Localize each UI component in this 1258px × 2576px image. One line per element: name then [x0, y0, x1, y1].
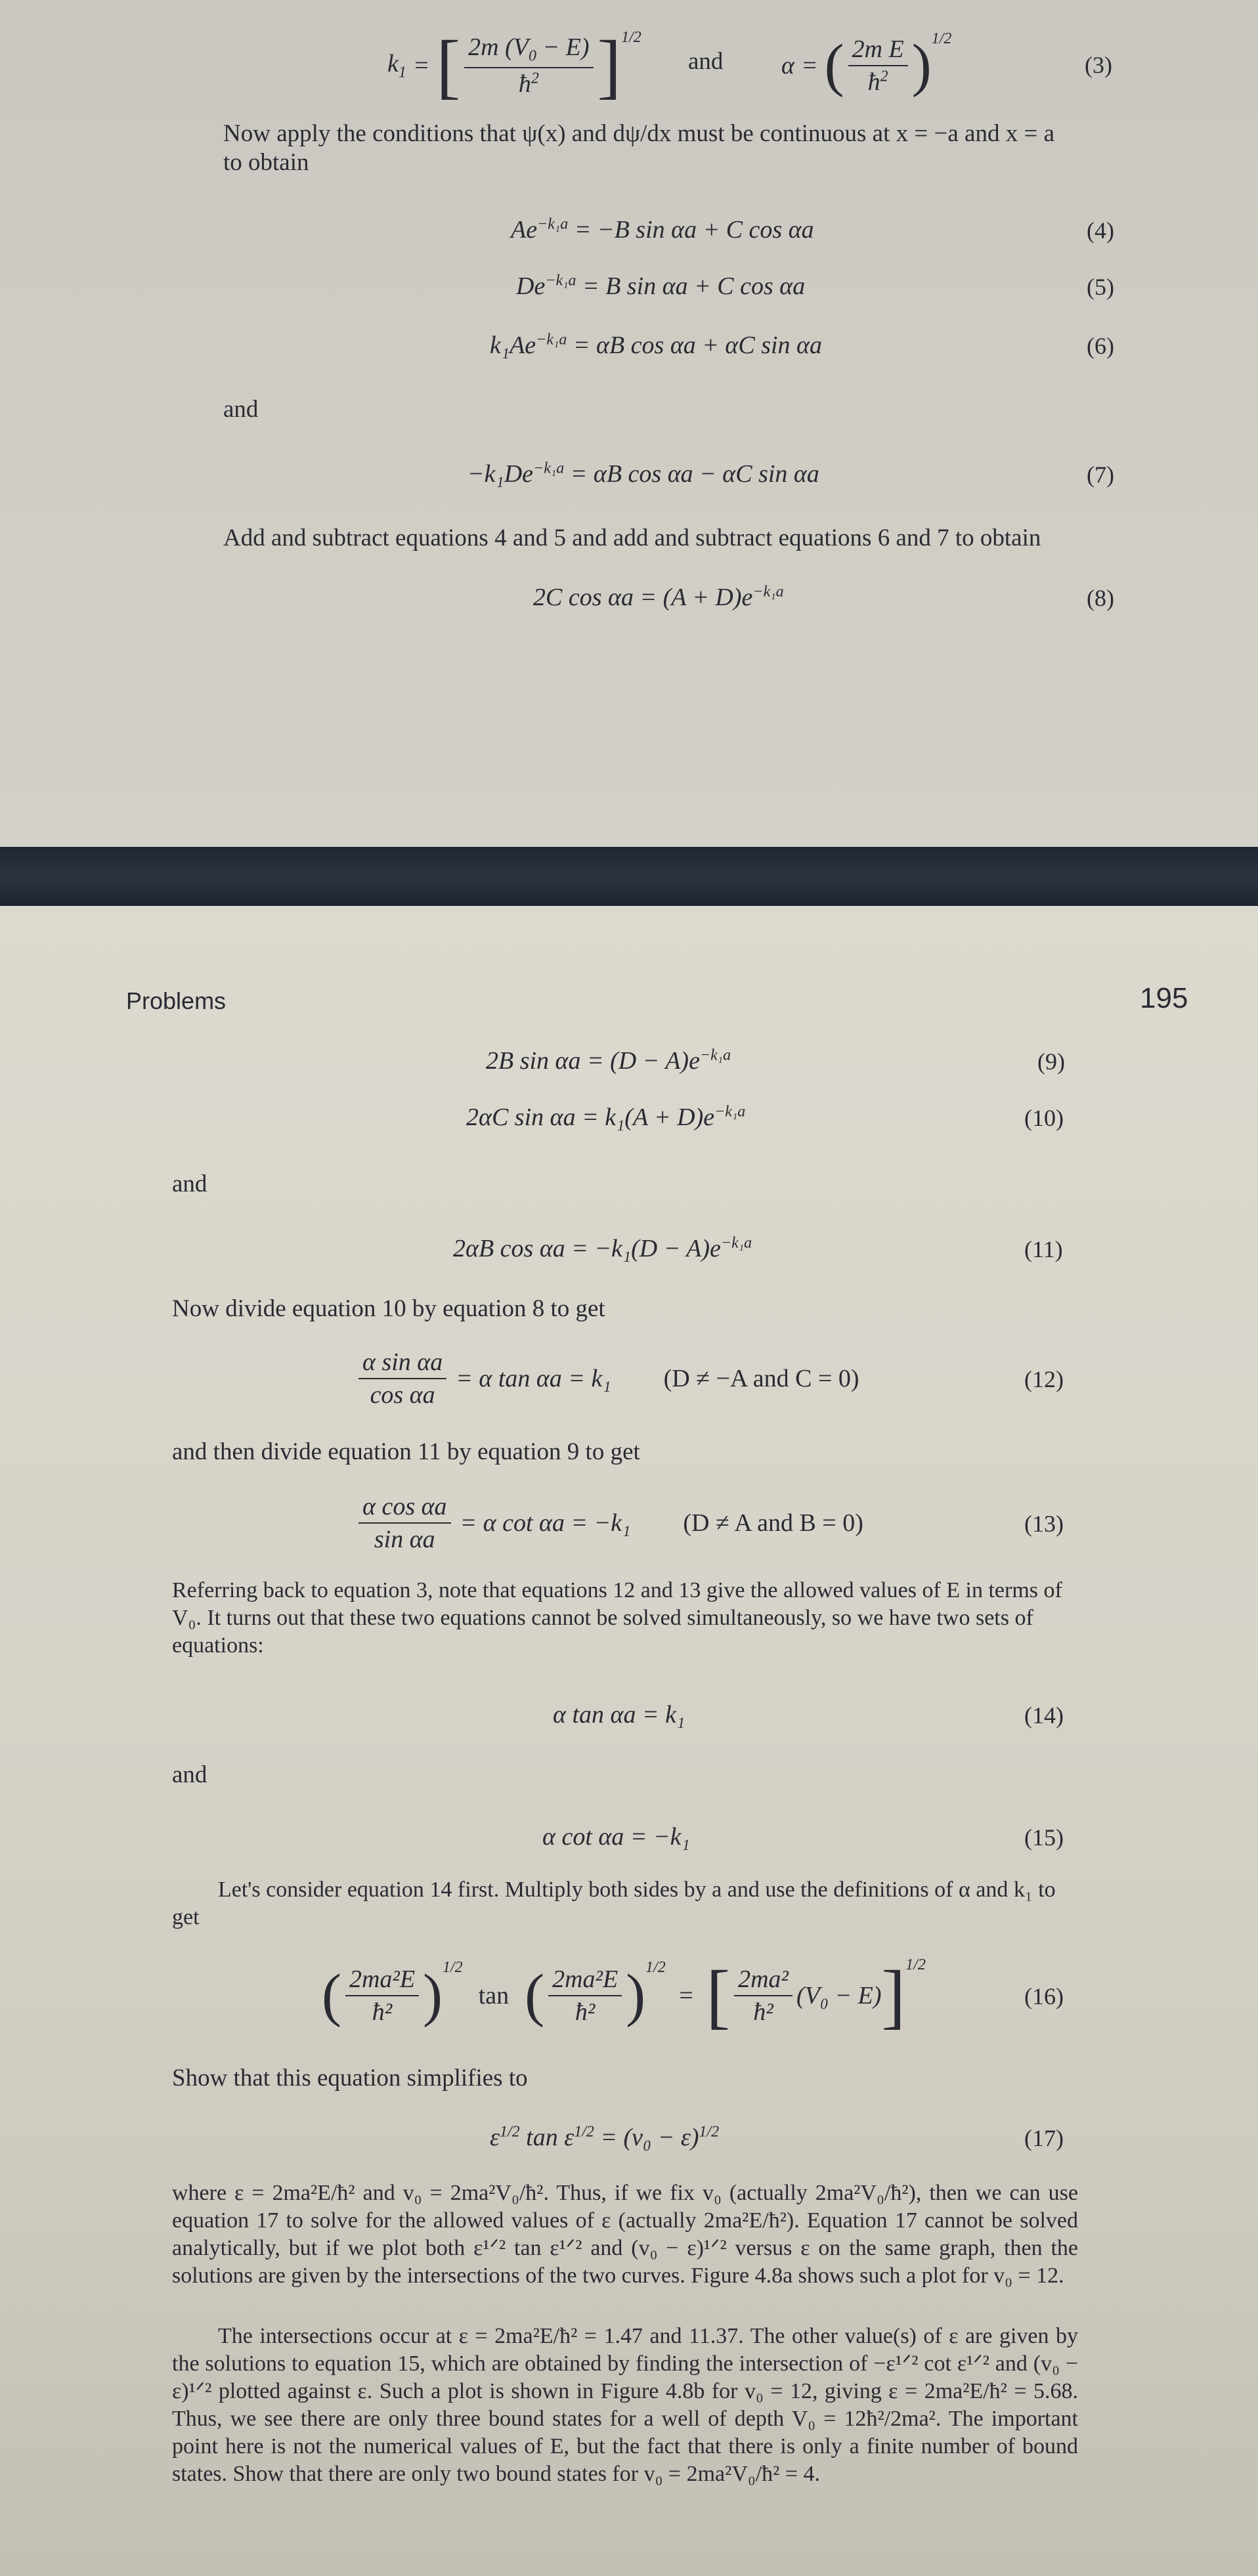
- paragraph-where-epsilon: where ε = 2ma²E/ħ² and v₀ = 2ma²V₀/ħ². Thus, if we fix v₀ (actually 2ma²V₀/ħ²), then we can use equation 17 to solve for the allowed values of ε (actually 2ma²E/ħ²). Equation 17 cannot be solved analytically, but if we plot both ε¹ᐟ² tan ε¹ᐟ² and (v₀ − ε)¹ᐟ² versus ε on the same graph, then the solutions are given by the intersections of the two curves. Figure 4.8a shows such a plot for v₀ = 12.: [172, 2181, 1078, 2288]
- page-number: 195: [1140, 982, 1188, 1014]
- paragraph-divide-10-by-8: Now divide equation 10 by equation 8 to get: [172, 1295, 605, 1322]
- eq4-number: (4): [1087, 217, 1114, 244]
- equation-15: α cot αa = −k₁: [542, 1823, 690, 1851]
- eq6-number: (6): [1087, 333, 1114, 359]
- eq8-number: (8): [1087, 585, 1114, 611]
- paragraph-show-simplifies: Show that this equation simplifies to: [172, 2065, 528, 2092]
- equation-4: $Ae^{-k_1a} = -B$ sin αa + C cos αa: [511, 215, 814, 244]
- equation-3-alpha: α = ( $\frac{\text{2m E}}{ħ^2}$ ) $^{1/2}$: [781, 30, 952, 98]
- paragraph-referring-back: Referring back to equation 3, note that equations 12 and 13 give the allowed values of E in terms of V₀. It turns out that these two equations cannot be solved simultaneously, so we have two sets of equations:: [172, 1578, 1062, 1658]
- paragraph-continuity-line1: Now apply the conditions that ψ(x) and dψ/dx must be continuous at x = −a and x = a: [223, 120, 1054, 147]
- eq3-k1: $k_1$: [387, 50, 406, 81]
- eq13-number: (13): [1024, 1511, 1064, 1537]
- running-head: Problems: [126, 987, 227, 1014]
- paragraph-divide-11-by-9: and then divide equation 11 by equation 9 to get: [172, 1438, 640, 1465]
- eq15-number: (15): [1024, 1824, 1064, 1851]
- eq3-fraction: $\frac{2m (V_0 - E)}{ħ^2}$: [464, 33, 593, 98]
- equation-13: $\frac{\text{α cos αa}}{\text{sin αa}}$ = α cot αa = −k₁ (D ≠ A and B = 0): [355, 1484, 863, 1562]
- and-text-1: and: [223, 396, 259, 423]
- equation-9: 2B $\sin \alpha a = (D - A)e^{-k_1a}$: [486, 1046, 731, 1075]
- eq5-number: (5): [1087, 274, 1114, 300]
- eq7-number: (7): [1087, 462, 1114, 488]
- eq12-number: (12): [1024, 1366, 1064, 1392]
- equation-7: $-k_1De^{-k_1a} = \alpha B$ cos αa − αC sin αa: [467, 460, 819, 488]
- eq3-and: and: [688, 48, 724, 75]
- eq14-number: (14): [1024, 1702, 1064, 1728]
- eq10-number: (10): [1024, 1105, 1064, 1131]
- bottom-page: [0, 906, 1258, 2576]
- page-divider: [0, 847, 1258, 906]
- equation-12: $\frac{\text{α sin αa}}{\text{cos αa}}$ = α tan αa = k₁ (D ≠ −A and C = 0): [355, 1339, 859, 1418]
- paragraph-intersections: The intersections occur at ε = 2ma²E/ħ² = 1.47 and 11.37. The other value(s) of ε are given by the solutions to equation 15, which are obtained by finding the intersection of −ε¹ᐟ² cot ε¹ᐟ² and (v₀ − ε)¹ᐟ² plotted against ε. Such a plot is shown in Figure 4.8b for v₀ = 12, giving ε = 2ma²E/ħ² = 5.68. Thus, we see there are only three bound states for a well of depth V₀ = 12ħ²/2ma². The important point here is not the numerical values of E, but the fact that there is only a finite number of bound states. Show that there are only two bound states for v₀ = 2ma²V₀/ħ² = 4.: [172, 2324, 1078, 2486]
- equation-6: $k_1Ae^{-k_1a} = \alpha B$ cos αa + αC sin αa: [490, 331, 822, 359]
- eq9-number: (9): [1037, 1048, 1065, 1075]
- paragraph-consider-eq14: Let's consider equation 14 first. Multiply both sides by a and use the definitions of α and k₁ to get: [172, 1878, 1056, 1929]
- equation-17: $\varepsilon^{1/2}$ $\tan \varepsilon^{1/2} = (v_0 - \varepsilon)^{1/2}$: [490, 2123, 720, 2151]
- eq16-number: (16): [1024, 1983, 1064, 2009]
- eq17-number: (17): [1024, 2125, 1064, 2151]
- eq3-equals: =: [412, 52, 430, 79]
- paragraph-add-subtract: Add and subtract equations 4 and 5 and add and subtract equations 6 and 7 to obtain: [223, 525, 1041, 551]
- paragraph-continuity-line2: to obtain: [223, 149, 309, 176]
- top-page: [0, 0, 1258, 847]
- equation-5: $De^{-k_1a} = B$ sin αa + C cos αa: [516, 272, 806, 300]
- eq3-number: (3): [1085, 52, 1112, 78]
- equation-10: 2αC $\sin \alpha a = k_1(A + D)e^{-k_1a}$: [466, 1103, 746, 1131]
- and-text-3: and: [172, 1761, 207, 1788]
- and-text-2: and: [172, 1170, 207, 1197]
- equation-8: 2C $\cos \alpha a = (A + D)e^{-k_1a}$: [533, 583, 784, 611]
- eq11-number: (11): [1024, 1236, 1063, 1262]
- equation-16: ( $\frac{\text{2ma²E}}{\text{ħ²}}$ ) $^{1/2}$ tan ( $\frac{\text{2ma²E}}{\text{ħ²}}$ ) $^{1/2}$ = [ $\frac{\text{2ma²}}{\text{ħ²}}$ (V₀ − E) ] $^{1/2}$: [322, 1956, 926, 2036]
- equation-14: α tan αa = k₁: [553, 1701, 685, 1728]
- equation-3: $k_1$ = [ $\frac{2m (V_0 - E)}{ħ^2}$ ] $^{1/2}$: [387, 26, 641, 106]
- equation-11: 2αB $\cos \alpha a = -k_1(D - A)e^{-k_1a}$: [453, 1234, 752, 1262]
